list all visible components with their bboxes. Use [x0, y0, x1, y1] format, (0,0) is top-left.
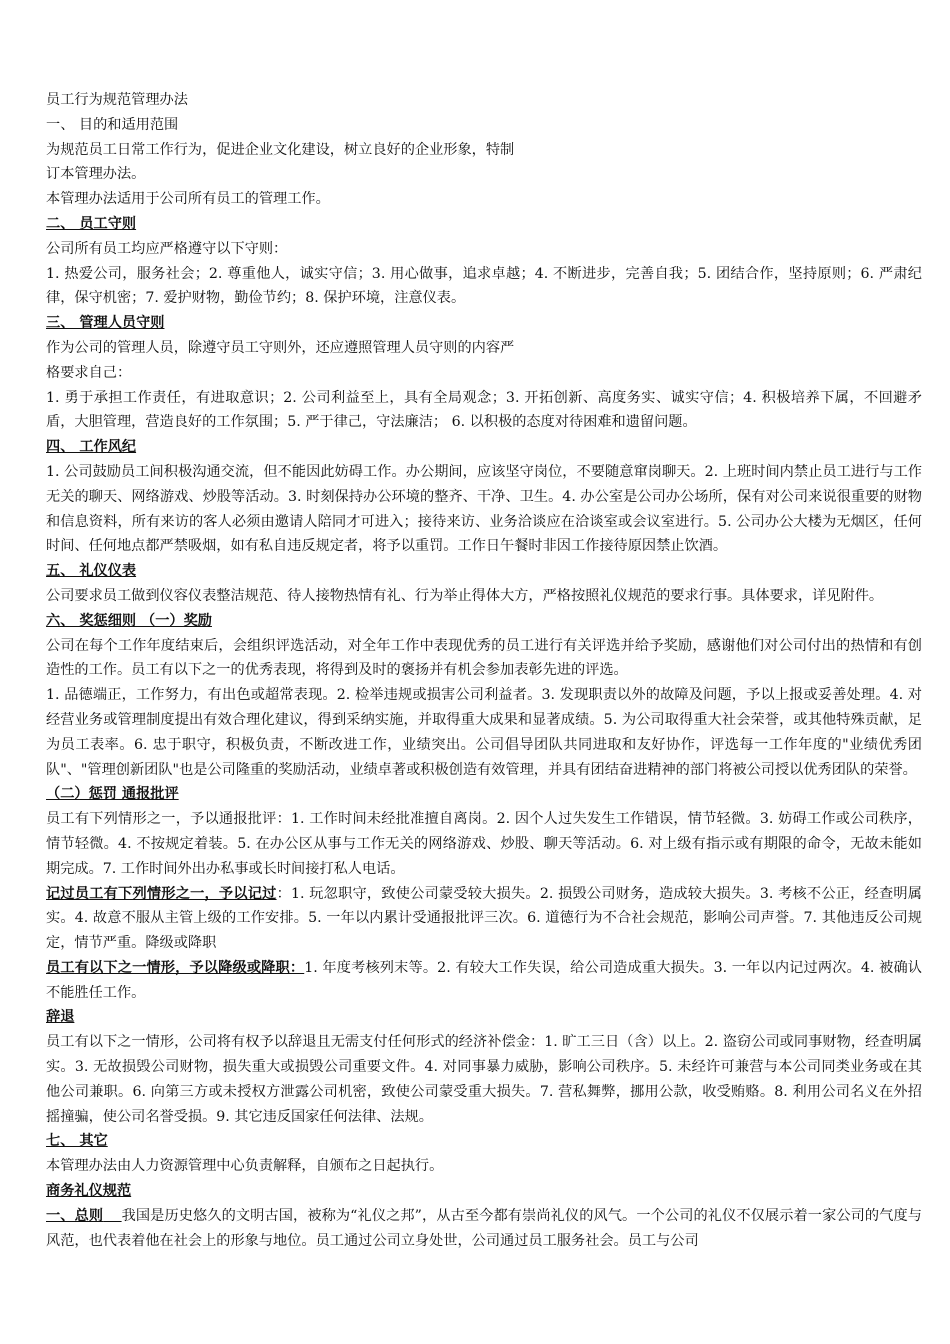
document-page — [46, 88, 922, 1253]
section-1-heading: 一、 目的和适用范围 — [46, 116, 179, 133]
section-2-rules: 1. 热爱公司，服务社会；2. 尊重他人，诚实守信；3. 用心做事，追求卓越；4. 不断进步，完善自我；5. 团结合作，坚持原则；6. 严肃纪律，保守机密；7. 爱护财物，勤俭节约；8. 保护环境，注意仪表。 — [46, 265, 922, 307]
section-1-paragraph-cont: 订本管理办法。 — [46, 166, 146, 183]
heading-underline-pad — [103, 1208, 121, 1224]
section-3-rules: 1. 勇于承担工作责任，有进取意识；2. 公司利益至上，具有全局观念；3. 开拓创新、高度务实、诚实守信；4. 积极培养下属，不回避矛盾，大胆管理，营造良好的工作氛围；5. 严于律己，守法廉洁； 6. 以积极的态度对待困难和遗留问题。 — [46, 389, 922, 431]
dismissal-text: 员工有以下之一情形，公司将有权予以辞退且无需支付任何形式的经济补偿金：1. 旷工三日（含）以上。2. 盗窃公司或同事财物，经查明属实。3. 无故损毁公司财物，损失重大或损毁公司重要文件。4. 对同事暴力威胁，影响公司秩序。5. 未经许可兼营与本公司同类业务或在其他公司兼职。6. 向第三方或未授权方泄露公司机密，致使公司蒙受重大损失。7. 营私舞弊，挪用公款，收受贿赂。8. 利用公司名义在外招摇撞骗，使公司名誉受损。9. 其它违反国家任何法律、法规。 — [46, 1034, 922, 1125]
reward-items: 1. 品德端正，工作努力，有出色或超常表现。2. 检举违规或损害公司利益者。3. 发现职责以外的故障及问题，予以上报或妥善处理。4. 对经营业务或管理制度提出有效合理化建议，得到采纳实施，并取得重大成果和显著成绩。5. 为公司取得重大社会荣誉，或其他特殊贡献，足为员工表率。6. 忠于职守，积极负责，不断改进工作，业绩突出。公司倡导团队共同进取和友好协作，评选每一工作年度的"业绩优秀团队"、"管理创新团队"也是公司隆重的奖励活动，业绩卓著或积极创造有效管理，并具有团结奋进精神的部门将被公司授以优秀团队的荣誉。 — [46, 687, 922, 778]
demotion-lead: 员工有以下之一情形，予以降级或降职： — [46, 959, 305, 976]
section-3-intro: 作为公司的管理人员，除遵守员工守则外，还应遵照管理人员守则的内容严 — [46, 339, 515, 356]
section-5-text: 公司要求员工做到仪容仪表整洁规范、待人接物热情有礼、行为举止得体大方，严格按照礼仪规范的要求行事。具体要求，详见附件。 — [46, 587, 884, 604]
section-5-heading: 五、 礼仪仪表 — [46, 563, 137, 580]
demerit-text: ：1. 玩忽职守，致使公司蒙受较大损失。2. 损毁公司财务，造成较大损失。3. 考核不公正，经查明属实。4. 故意不服从主管上级的工作安排。5. 一年以内累计受通报批评三次。6. 道德行为不合社会规范，影响公司声誉。7. 其他违反公司规定，情节严重。降级或降职 — [46, 885, 922, 952]
document-title: 员工行为规范管理办法 — [46, 92, 188, 108]
demerit-lead: 记过员工有下列情形之一，予以记过 — [46, 885, 277, 902]
dismissal-heading: 辞退 — [46, 1009, 75, 1026]
section-4-rules: 1. 公司鼓励员工间积极沟通交流，但不能因此妨碍工作。办公期间，应该坚守岗位，不要随意窜岗聊天。2. 上班时间内禁止员工进行与工作无关的聊天、网络游戏、炒股等活动。3. 时刻保持办公环境的整齐、干净、卫生。4. 办公室是公司办公场所，保有对公司来说很重要的财物和信息资料，所有来访的客人必须由邀请人陪同才可进入；接待来访、业务洽谈应在洽谈室或会议室进行。5. 公司办公大楼为无烟区，任何时间、任何地点都严禁吸烟，如有私自违反规定者，将予以重罚。工作日午餐时非因工作接待原因禁止饮酒。 — [46, 463, 922, 555]
section-3-heading: 三、 管理人员守则 — [46, 315, 165, 332]
section-6-heading: 六、 奖惩细则 （一）奖励 — [46, 612, 212, 629]
section-1-scope: 本管理办法适用于公司所有员工的管理工作。 — [46, 191, 330, 208]
demotion-text: 1. 年度考核列末等。2. 有较大工作失误，给公司造成重大损失。3. 一年以内记过两次。4. 被确认不能胜任工作。 — [46, 959, 922, 1001]
penalty-heading: （二）惩罚 通报批评 — [46, 786, 179, 803]
section-2-heading: 二、 员工守则 — [46, 215, 137, 232]
etiquette-general-paragraph — [46, 1204, 922, 1254]
etiquette-general-text: 我国是历史悠久的文明古国，被称为“礼仪之邦”，从古至今都有崇尚礼仪的风气。一个公司的礼仪不仅展示着一家公司的气度与风范，也代表着他在社会上的形象与地位。员工通过公司立身处世，公司通过员工服务社会。员工与公司 — [46, 1207, 922, 1249]
section-4-heading: 四、 工作风纪 — [46, 439, 137, 456]
demotion-paragraph — [46, 956, 922, 1006]
penalty-notice-text: 员工有下列情形之一，予以通报批评：1. 工作时间未经批准擅自离岗。2. 因个人过失发生工作错误，情节轻微。3. 妨碍工作或公司秩序，情节轻微。4. 不按规定着装。5. 在办公区从事与工作无关的网络游戏、炒股、聊天等活动。6. 对上级有指示或有期限的命令，无故未能如期完成。7. 工作时间外出办私事或长时间接打私人电话。 — [46, 811, 922, 877]
section-3-intro-cont: 格要求自己： — [46, 364, 132, 381]
section-2-intro: 公司所有员工均应严格遵守以下守则： — [46, 240, 288, 257]
section-7-heading: 七、 其它 — [46, 1133, 108, 1150]
section-1-paragraph: 为规范员工日常工作行为，促进企业文化建设，树立良好的企业形象，特制 — [46, 141, 515, 158]
demerit-paragraph — [46, 882, 922, 956]
etiquette-general-heading: 一、总则 — [46, 1207, 104, 1224]
section-7-text: 本管理办法由人力资源管理中心负责解释，自颁布之日起执行。 — [46, 1158, 444, 1175]
reward-intro: 公司在每个工作年度结束后，会组织评选活动，对全年工作中表现优秀的员工进行有关评选并给予奖励，感谢他们对公司付出的热情和有创造性的工作。员工有以下之一的优秀表现，将得到及时的褒扬并有机会参加表彰先进的评选。 — [46, 637, 922, 679]
etiquette-heading: 商务礼仪规范 — [46, 1183, 132, 1200]
